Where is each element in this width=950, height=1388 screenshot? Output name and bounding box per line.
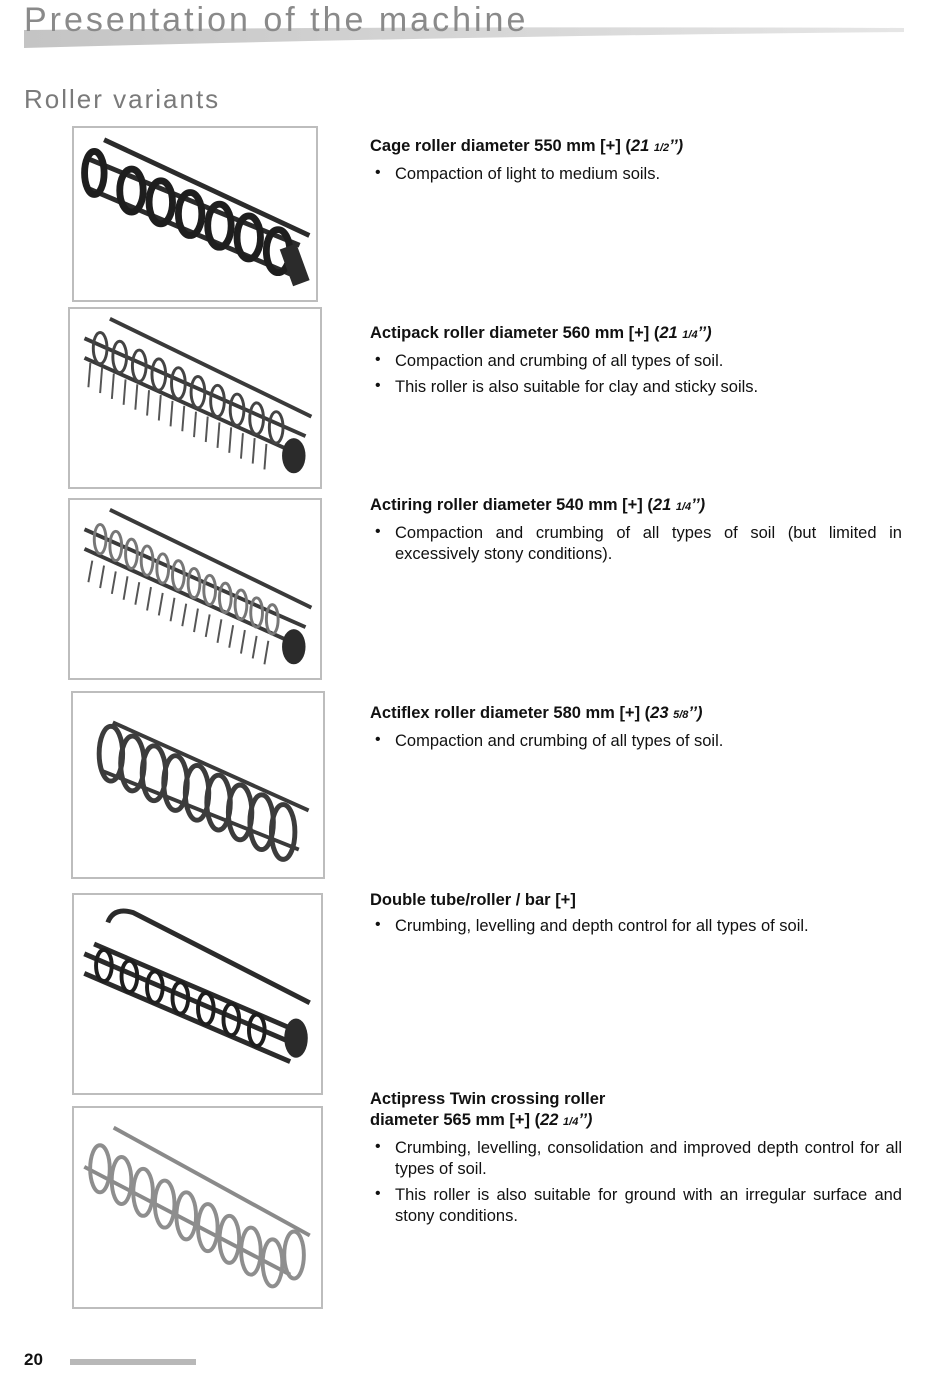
bullet-list xyxy=(370,731,902,752)
section-title: Roller variants xyxy=(24,84,221,114)
title-line1: Actipress Twin crossing roller xyxy=(370,1090,606,1108)
bullet-item: • This roller is also suitable for clay and sticky soils. xyxy=(370,377,902,398)
title-main: Actiflex roller diameter 580 mm [+] ( xyxy=(370,704,651,722)
double-tube-roller-image xyxy=(72,893,323,1095)
entry-title xyxy=(370,890,902,911)
entry-actiflex-roller xyxy=(370,703,902,757)
bullet-item: • Crumbing, levelling and depth control for all types of soil. xyxy=(370,916,902,937)
title-end: ’’) xyxy=(669,137,684,155)
bullet-item: • Compaction and crumbing of all types of soil (but limited in excessively stony conditions). xyxy=(370,523,902,565)
title-inch: 22 xyxy=(540,1111,564,1129)
entry-cage-roller xyxy=(370,136,902,190)
bullet-item: • Compaction and crumbing of all types of soil. xyxy=(370,351,902,372)
actiflex-roller-drawing xyxy=(73,693,323,877)
title-end: ’’) xyxy=(691,496,706,514)
actipack-roller-drawing xyxy=(70,309,320,487)
title-frac: 1/2 xyxy=(653,142,670,154)
entry-double-tube-roller xyxy=(370,890,902,942)
actiring-roller-drawing xyxy=(70,500,320,678)
title-end: ’’) xyxy=(688,704,703,722)
title-end: ’’) xyxy=(697,324,712,342)
title-end: ’’) xyxy=(578,1111,593,1129)
bullet-list xyxy=(370,351,902,398)
title-inch: 21 xyxy=(652,496,676,514)
entry-title xyxy=(370,1089,902,1110)
title-frac: 1/4 xyxy=(682,329,698,341)
title-main: Cage roller diameter 550 mm [+] ( xyxy=(370,137,631,155)
double-tube-roller-drawing xyxy=(74,895,321,1093)
entry-title xyxy=(370,136,902,159)
title-main: Double tube/roller / bar [+] xyxy=(370,891,576,909)
title-frac: 5/8 xyxy=(673,709,689,721)
actiflex-roller-image xyxy=(71,691,325,879)
title-inch: 21 xyxy=(630,137,654,155)
page-title: Presentation of the machine xyxy=(24,1,529,39)
bullet-list xyxy=(370,916,902,937)
entry-title xyxy=(370,323,902,346)
actipack-roller-image xyxy=(68,307,322,489)
entry-actipack-roller xyxy=(370,323,902,403)
title-inch: 21 xyxy=(659,324,683,342)
entry-title xyxy=(370,703,902,726)
bullet-item: • Compaction and crumbing of all types of soil. xyxy=(370,731,902,752)
actiring-roller-image xyxy=(68,498,322,680)
actipress-twin-roller-image xyxy=(72,1106,323,1309)
bullet-item: • This roller is also suitable for ground with an irregular surface and stony conditions. xyxy=(370,1185,902,1227)
title-frac: 1/4 xyxy=(675,501,692,513)
actipress-twin-roller-drawing xyxy=(74,1108,321,1307)
title-main: Actiring roller diameter 540 mm [+] ( xyxy=(370,496,653,514)
entry-title xyxy=(370,1110,902,1133)
bullet-item: • Crumbing, levelling, consolidation and improved depth control for all types of soil. xyxy=(370,1138,902,1180)
entry-actipress-twin-roller xyxy=(370,1089,902,1232)
cage-roller-image xyxy=(72,126,318,302)
entry-actiring-roller xyxy=(370,495,902,570)
title-frac: 1/4 xyxy=(563,1116,579,1128)
title-main: Actipack roller diameter 560 mm [+] ( xyxy=(370,324,660,342)
entry-title xyxy=(370,495,902,518)
page-number: 20 xyxy=(24,1350,43,1369)
bullet-list xyxy=(370,164,902,185)
footer-rule xyxy=(70,1359,196,1365)
title-inch: 23 xyxy=(650,704,674,722)
bullet-item: • Compaction of light to medium soils. xyxy=(370,164,902,185)
cage-roller-drawing xyxy=(74,128,316,300)
title-main: diameter 565 mm [+] ( xyxy=(370,1111,541,1129)
bullet-list xyxy=(370,523,902,565)
bullet-list xyxy=(370,1138,902,1227)
